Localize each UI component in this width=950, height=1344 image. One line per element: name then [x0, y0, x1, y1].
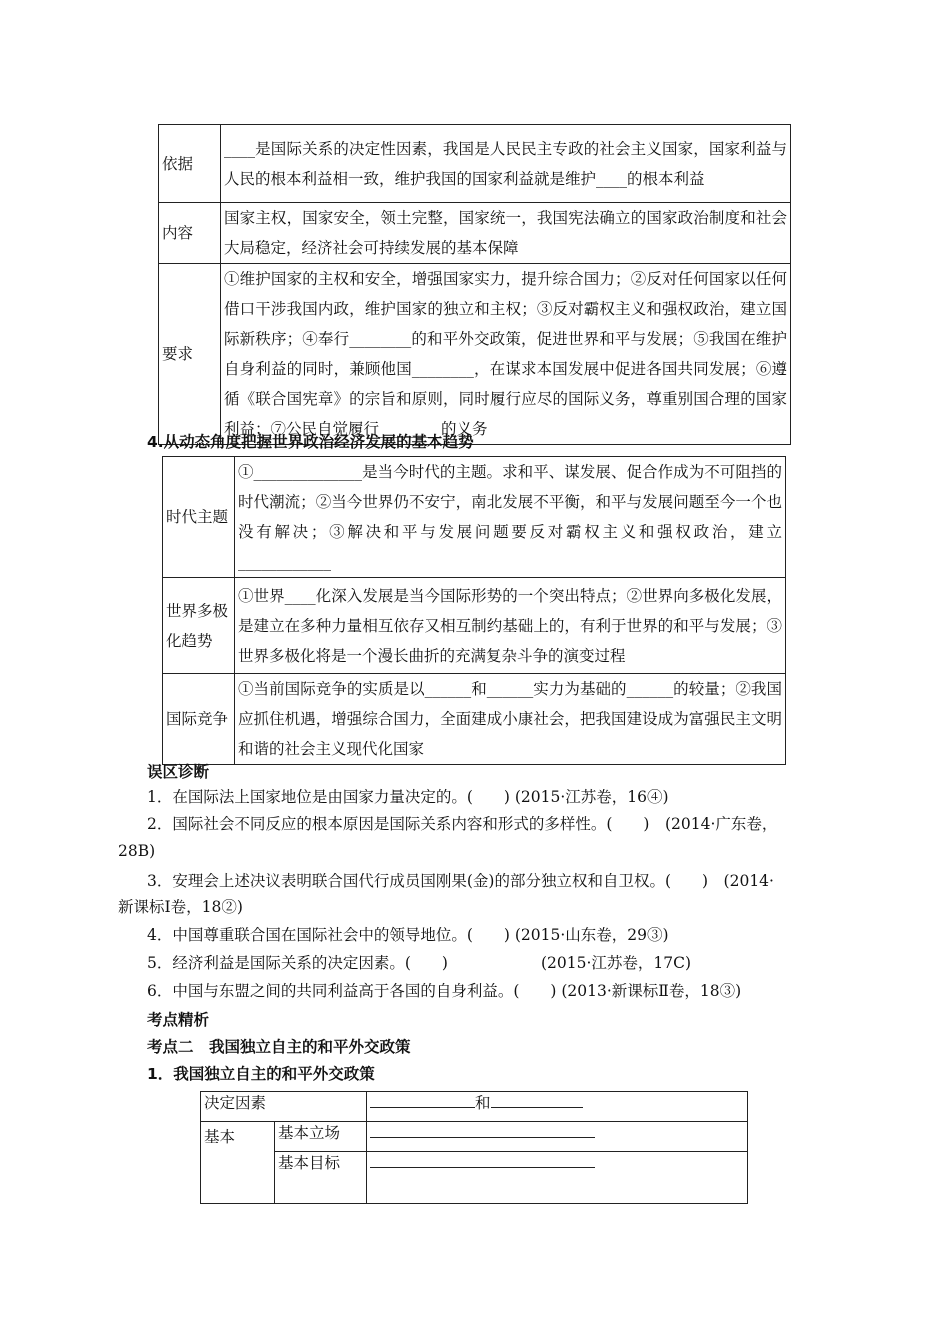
misdiagnosis-item: 4．中国尊重联合国在国际社会中的领导地位。( ) (2015·山东卷，29③) — [147, 926, 669, 944]
table-row — [201, 1152, 748, 1204]
table-row — [159, 125, 791, 203]
row-content: ①______________是当今时代的主题。求和平、谋发展、促合作成为不可阻挡的时代潮流；②当今世界仍不安宁，南北发展不平衡，和平与发展问题至今一个也没有解决；③解决和平与发展问题要反对霸权主义和强权政治，建立____________ — [235, 457, 786, 578]
table-row — [163, 674, 786, 765]
table-row — [201, 1122, 748, 1152]
and-text: 和 — [475, 1094, 491, 1112]
table-row — [159, 203, 791, 264]
kaodian-2-title: 考点二 我国独立自主的和平外交政策 — [147, 1038, 411, 1056]
row-label: 时代主题 — [163, 457, 235, 578]
kaodian-title: 考点精析 — [147, 1011, 210, 1029]
goal-answer — [367, 1152, 748, 1204]
answer-blank — [370, 1153, 595, 1168]
misdiagnosis-item: 新课标Ⅰ卷，18②) — [118, 898, 243, 916]
national-interest-table — [158, 124, 791, 445]
decide-label: 决定因素 — [201, 1092, 367, 1122]
row-content: ①维护国家的主权和安全，增强国家实力，提升综合国力；②反对任何国家以任何借口干涉我国内政，维护国家的独立和主权；③反对霸权主义和强权政治，建立国际新秩序；④奉行________的和平外交政策，促进世界和平与发展；⑤我国在维护自身利益的同时，兼顾他国________，在谋求本国发展中促进各国共同发展；⑥遵循《联合国宪章》的宗旨和原则，同时履行应尽的国际义务，尊重别国合理的国家利益；⑦公民自觉履行________的义务 — [221, 264, 791, 445]
goal-label: 基本目标 — [275, 1152, 367, 1204]
section-4-title: 4.从动态角度把握世界政治经济发展的基本趋势 — [147, 433, 474, 451]
misdiagnosis-item: 6．中国与东盟之间的共同利益高于各国的自身利益。( ) (2013·新课标Ⅱ卷，18③) — [147, 982, 742, 1000]
stance-answer — [367, 1122, 748, 1152]
table-row — [163, 578, 786, 674]
answer-blank — [491, 1093, 583, 1108]
row-content: ____是国际关系的决定性因素，我国是人民民主专政的社会主义国家，国家利益与人民的根本利益相一致，维护我国的国家利益就是维护____的根本利益 — [221, 125, 791, 203]
row-content: ①世界____化深入发展是当今国际形势的一个突出特点；②世界向多极化发展，是建立在多种力量相互依存又相互制约基础上的，有利于世界的和平与发展；③世界多极化将是一个漫长曲折的充满复杂斗争的演变过程 — [235, 578, 786, 674]
misdiagnosis-item: 2．国际社会不同反应的根本原因是国际关系内容和形式的多样性。( ) (2014·广东卷， — [147, 815, 778, 833]
row-label: 国际竞争 — [163, 674, 235, 765]
row-content: 国家主权，国家安全，领土完整，国家统一，我国宪法确立的国家政治制度和社会大局稳定，经济社会可持续发展的基本保障 — [221, 203, 791, 264]
table-row — [201, 1092, 748, 1122]
row-label: 世界多极化趋势 — [163, 578, 235, 674]
row-label: 要求 — [159, 264, 221, 445]
misdiagnosis-item: 5．经济利益是国际关系的决定因素。( ) (2015·江苏卷，17C) — [147, 954, 692, 972]
foreign-policy-table — [200, 1091, 748, 1204]
stance-label: 基本立场 — [275, 1122, 367, 1152]
decide-answer — [367, 1092, 748, 1122]
row-label: 依据 — [159, 125, 221, 203]
world-trend-table — [162, 456, 786, 765]
table-row — [159, 264, 791, 445]
misdiagnosis-item: 28B) — [118, 842, 156, 860]
row-content: ①当前国际竞争的实质是以______和______实力为基础的______的较量；②我国应抓住机遇，增强综合国力，全面建成小康社会，把我国建设成为富强民主文明和谐的社会主义现代化国家 — [235, 674, 786, 765]
answer-blank — [370, 1123, 595, 1138]
table-row — [163, 457, 786, 578]
misdiagnosis-title: 误区诊断 — [147, 763, 210, 781]
misdiagnosis-item: 1．在国际法上国家地位是由国家力量决定的。( ) (2015·江苏卷，16④) — [147, 788, 669, 806]
row-label: 内容 — [159, 203, 221, 264]
misdiagnosis-item: 3．安理会上述决议表明联合国代行成员国刚果(金)的部分独立权和自卫权。( ) (2014· — [147, 872, 774, 890]
basic-label: 基本 — [201, 1122, 275, 1204]
answer-blank — [370, 1093, 475, 1108]
subsection-1-title: 1．我国独立自主的和平外交政策 — [147, 1065, 375, 1083]
